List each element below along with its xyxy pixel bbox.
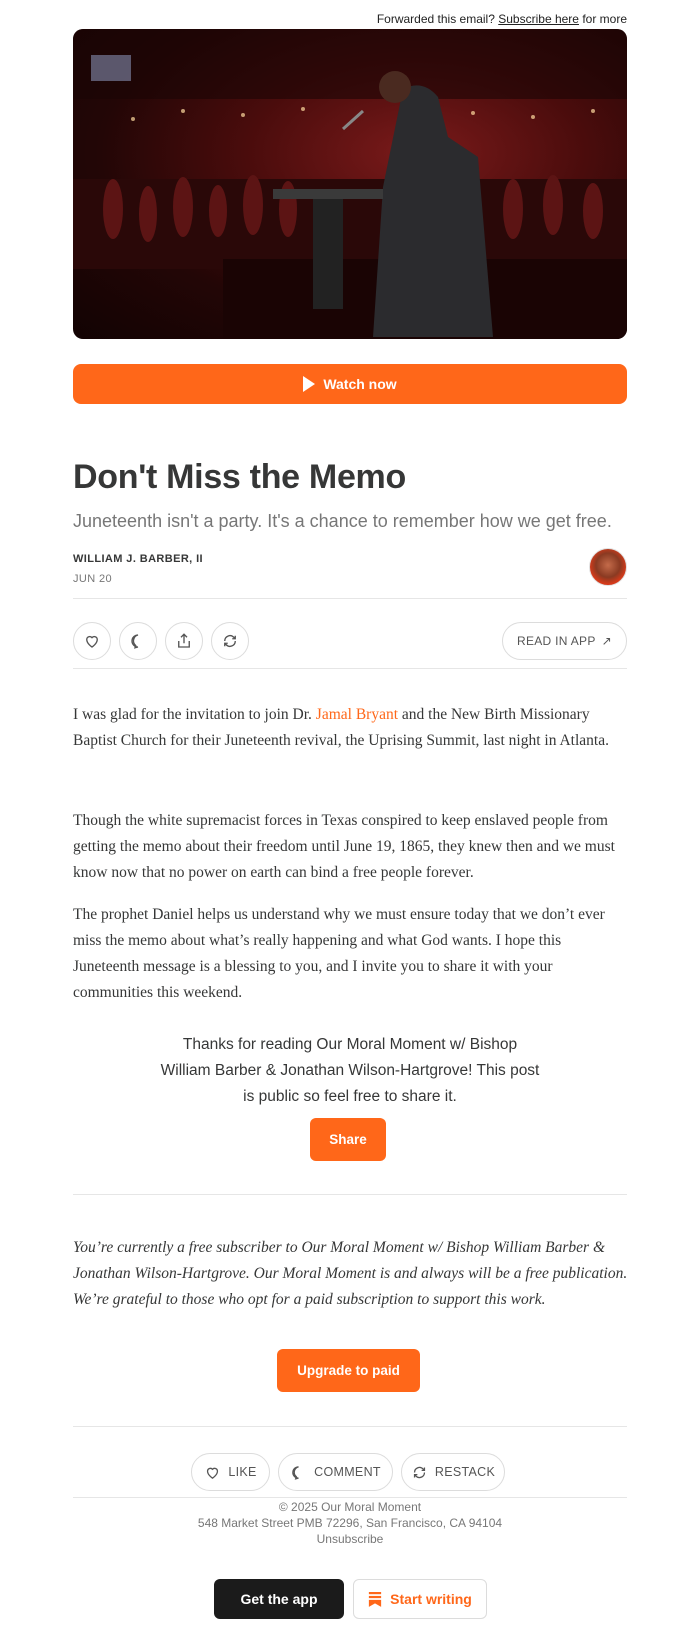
unsubscribe-link[interactable]: Unsubscribe <box>316 1532 384 1546</box>
address: 548 Market Street PMB 72296, San Francisco, CA 94104 <box>197 1516 503 1530</box>
video-thumbnail[interactable] <box>73 29 627 339</box>
divider <box>73 1426 627 1427</box>
watch-now-button[interactable] <box>73 364 627 404</box>
start-writing-button[interactable] <box>353 1579 487 1619</box>
subscribe-link[interactable]: Subscribe here <box>498 12 579 26</box>
post-author[interactable]: WILLIAM J. BARBER, II <box>73 553 204 565</box>
comment-icon <box>129 632 147 650</box>
paragraph-text: and the New Birth Missionary Baptist Church for their Juneteenth revival, the Uprising Summit, last night in Atlanta. <box>73 706 609 749</box>
comment-icon <box>290 1464 307 1481</box>
post-title: Don't Miss the Memo <box>73 458 406 496</box>
upgrade-to-paid-button[interactable]: Upgrade to paid <box>277 1349 420 1392</box>
restack-label: RESTACK <box>434 1465 496 1479</box>
arrow-up-right-icon: ↗ <box>601 634 613 648</box>
post-date: JUN 20 <box>73 573 113 585</box>
restack-icon <box>221 632 239 650</box>
divider <box>73 598 627 599</box>
author-avatar[interactable] <box>589 548 627 586</box>
post-subtitle: Juneteenth isn't a party. It's a chance to remember how we get free. <box>73 511 612 531</box>
divider <box>73 1194 627 1195</box>
body-paragraph-2: Though the white supremacist forces in Texas conspired to keep enslaved people from getting the memo about their freedom until June 19, 1865, they knew then and we must know now that no power on earth can bind a free people forever. <box>73 812 615 881</box>
like-label: LIKE <box>228 1465 257 1479</box>
footer-like-button[interactable] <box>191 1453 270 1491</box>
play-icon <box>303 376 315 392</box>
read-in-app-button[interactable] <box>502 622 627 660</box>
restack-icon <box>411 1464 428 1481</box>
start-writing-label: Start writing <box>390 1591 472 1607</box>
divider <box>73 668 627 669</box>
body-paragraph-3: The prophet Daniel helps us understand why we must ensure today that we don’t ever miss the memo about what’s really happening and what God wants. I hope this Juneteenth message is a blessing to you, and I invite you to share it with your communities this weekend. <box>73 906 605 1001</box>
read-in-app-label: READ IN APP <box>516 634 596 648</box>
divider <box>73 1497 627 1498</box>
subscriber-note: You’re currently a free subscriber to Our Moral Moment w/ Bishop William Barber & Jonathan Wilson-Hartgrove. Our Moral Moment is and always will be a free publication. We’re grateful to those who opt for a paid subscription to support this work. <box>73 1239 628 1308</box>
substack-logo-icon <box>368 1591 382 1607</box>
forward-suffix: for more <box>582 12 627 26</box>
watch-now-label: Watch now <box>323 376 397 392</box>
thanks-message: Thanks for reading Our Moral Moment w/ Bishop William Barber & Jonathan Wilson-Hartgrove! This post is public so feel free to share it. <box>160 1036 540 1105</box>
share-button[interactable] <box>165 622 203 660</box>
comment-button[interactable] <box>119 622 157 660</box>
copyright: © 2025 Our Moral Moment <box>278 1500 422 1514</box>
forward-prefix: Forwarded this email? <box>376 12 495 26</box>
body-paragraph-1 <box>73 702 627 754</box>
restack-button[interactable] <box>211 622 249 660</box>
paragraph-text: I was glad for the invitation to join Dr. <box>73 706 316 723</box>
share-post-button[interactable]: Share <box>310 1118 386 1161</box>
jamal-bryant-link[interactable]: Jamal Bryant <box>315 706 399 723</box>
footer-comment-button[interactable] <box>278 1453 393 1491</box>
get-the-app-button[interactable]: Get the app <box>214 1579 344 1619</box>
heart-icon <box>83 632 101 650</box>
heart-icon <box>204 1464 221 1481</box>
share-icon <box>175 632 193 650</box>
like-button[interactable] <box>73 622 111 660</box>
forward-notice <box>377 12 627 26</box>
comment-label: COMMENT <box>314 1465 381 1479</box>
footer-restack-button[interactable] <box>401 1453 505 1491</box>
video-thumbnail-image <box>73 29 627 339</box>
